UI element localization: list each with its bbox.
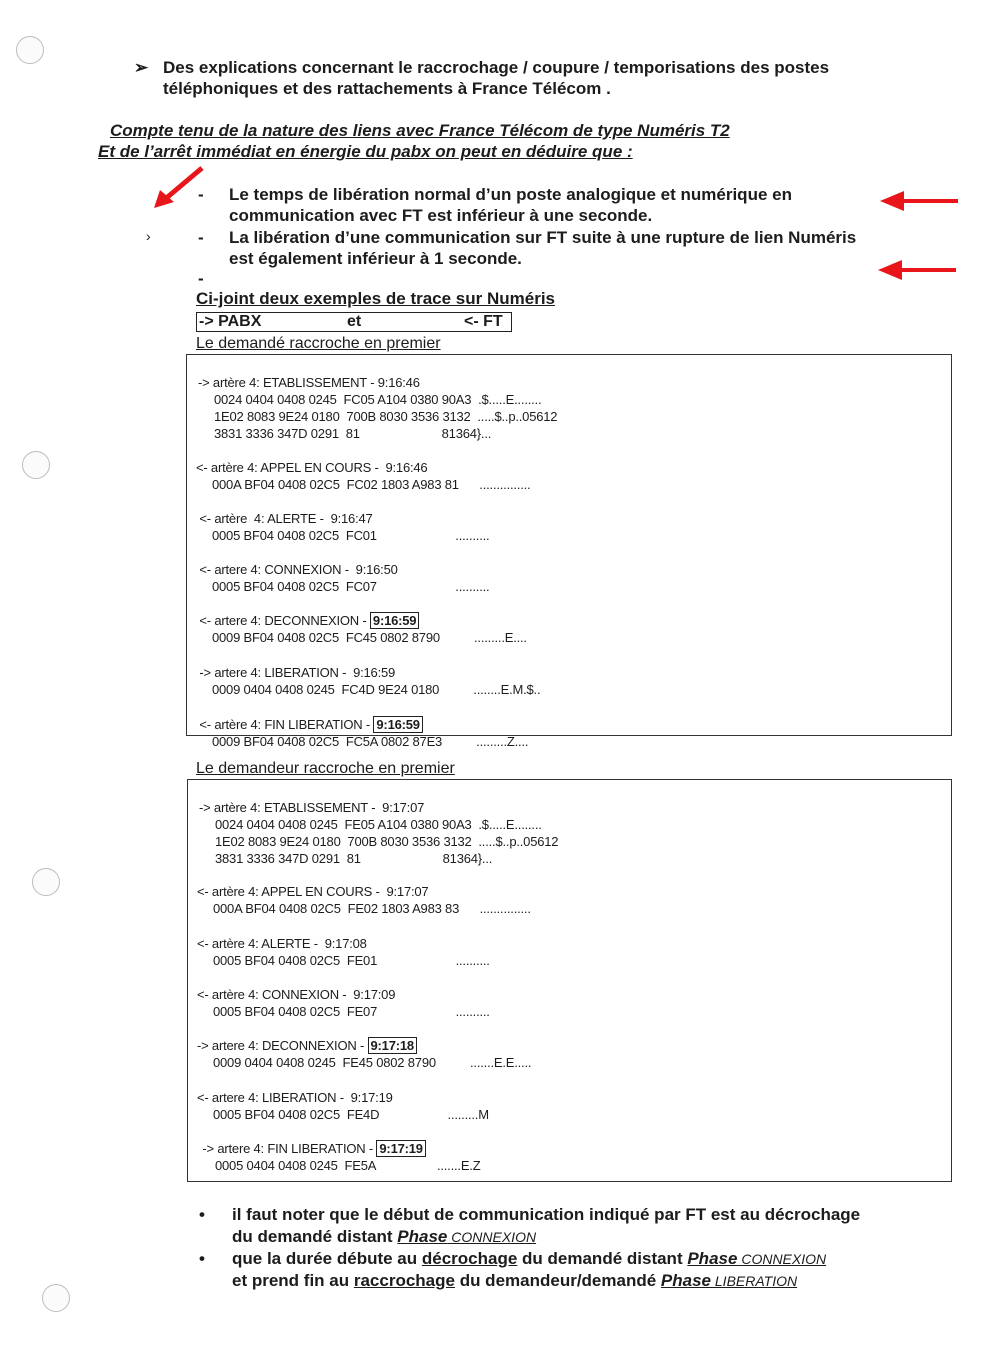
red-arrow-left-icon [878,189,962,213]
intro-line-2: téléphoniques et des rattachements à France Télécom . [163,79,611,98]
dash-marker: - [198,185,204,204]
msg-header: <- artère 4: APPEL EN COURS - 9:16:46 [196,460,428,475]
msg-header [197,1037,531,1054]
hex-line: 000A BF04 0408 02C5 FE02 1803 A983 83 ............... [213,901,531,916]
msg-header: <- artère 4: CONNEXION - 9:17:09 [197,987,396,1002]
msg-header-text: <- artère 4: FIN LIBERATION - [196,717,374,732]
dash-marker: - [198,228,204,247]
punch-hole [16,36,44,64]
decrochage-word: décrochage [421,1249,518,1268]
punch-hole [22,451,50,479]
hex-line: 0009 BF04 0408 02C5 FC5A 0802 87E3 .........Z.... [212,734,529,749]
timestamp-box: 9:16:59 [370,612,419,629]
phase-connexion [687,1249,826,1268]
trace-1-msg-7 [196,699,528,767]
msg-header-text: -> artere 4: DECONNEXION - [197,1038,368,1053]
point-1-line-1: Le temps de libération normal d’un poste analogique et numérique en [229,185,792,204]
trace-2-msg-7 [199,1123,480,1191]
hex-line: 0005 BF04 0408 02C5 FC01 .......... [212,528,490,543]
note-1-line-2 [232,1226,536,1248]
hex-line: 0024 0404 0408 0245 FC05 A104 0380 90A3 .$.....E........ [214,392,542,407]
msg-header-text: <- artere 4: DECONNEXION - [196,613,370,628]
note-1-line-1: il faut noter que le début de communication indiqué par FT est au décrochage [232,1205,861,1224]
msg-header: <- artère 4: ALERTE - 9:17:08 [197,936,367,951]
heading-line-1: Compte tenu de la nature des liens avec France Télécom de type Numéris T2 [110,121,730,140]
timestamp-box: 9:16:59 [373,716,422,733]
hex-line: 0009 BF04 0408 02C5 FC45 0802 8790 .........E.... [212,630,527,645]
msg-header: <- artère 4: ALERTE - 9:16:47 [196,511,373,526]
note-2-line-2 [232,1270,797,1292]
msg-header: <- artère 4: APPEL EN COURS - 9:17:07 [197,884,429,899]
msg-header: <- artere 4: CONNEXION - 9:16:50 [196,562,398,577]
raccrochage-word: raccrochage [353,1271,455,1290]
hex-line: 1E02 8083 9E24 0180 700B 8030 3536 3132 .....$..p..05612 [214,409,558,424]
hex-line: 3831 3336 347D 0291 81 81364}... [215,851,493,866]
msg-header-text: -> artere 4: FIN LIBERATION - [199,1141,377,1156]
point-1-line-2: communication avec FT est inférieur à une seconde. [229,206,653,225]
note-bullet: • [199,1249,205,1268]
msg-header: -> artère 4: ETABLISSEMENT - 9:16:46 [198,375,420,390]
hex-line: 0005 0404 0408 0245 FE5A .......E.Z [215,1158,481,1173]
msg-header [196,716,528,733]
note-2-line-1 [232,1248,826,1270]
note-2-text: que la durée débute au [232,1249,422,1268]
phase-name: CONNEXION [737,1251,827,1267]
intro-line-1: Des explications concernant le raccrochage / coupure / temporisations des postes [163,58,830,77]
phase-name: LIBERATION [711,1273,798,1289]
trace-2-title: Le demandeur raccroche en premier [196,760,455,777]
legend-et: et [347,313,362,330]
note-bullet: • [199,1205,205,1224]
timestamp-box: 9:17:19 [376,1140,425,1157]
phase-connexion [397,1227,536,1246]
point-2-line-1: La libération d’une communication sur FT suite à une rupture de lien Numéris [229,228,857,247]
msg-header: -> artère 4: ETABLISSEMENT - 9:17:07 [199,800,425,815]
punch-hole [42,1284,70,1312]
hex-line: 0024 0404 0408 0245 FE05 A104 0380 90A3 .$.....E........ [215,817,542,832]
hex-line: 0009 0404 0408 0245 FE45 0802 8790 .......E.E..... [213,1055,532,1070]
hex-line: 0005 BF04 0408 02C5 FE01 .......... [213,953,490,968]
dash-marker: - [198,269,204,288]
legend-ft: <- FT [464,313,503,330]
note-2-text: du demandé distant [517,1249,688,1268]
red-arrow-left-icon [876,258,960,282]
hex-line: 0005 BF04 0408 02C5 FE07 .......... [213,1004,490,1019]
examples-title: Ci-joint deux exemples de trace sur Numéris [196,289,556,308]
phase-name: CONNEXION [447,1229,537,1245]
note-3-text: du demandeur/demandé [454,1271,661,1290]
trace-1-title: Le demandé raccroche en premier [196,335,441,352]
punch-hole [32,868,60,896]
hex-line: 3831 3336 347D 0291 81 81364}... [214,426,492,441]
phase-liberation [661,1271,797,1290]
tick-mark: › [146,228,151,244]
intro-bullet: ➢ [134,58,149,77]
msg-header [196,612,527,629]
note-3-text: et prend fin au [232,1271,354,1290]
point-2-line-2: est également inférieur à 1 seconde. [229,249,522,268]
phase-word: Phase [397,1227,448,1246]
phase-word: Phase [687,1249,738,1268]
note-1-text: du demandé distant [232,1227,398,1246]
msg-header: -> artere 4: LIBERATION - 9:16:59 [196,665,396,680]
hex-line: 0005 BF04 0408 02C5 FC07 .......... [212,579,490,594]
phase-word: Phase [660,1271,711,1290]
timestamp-box: 9:17:18 [368,1037,417,1054]
hex-line: 0009 0404 0408 0245 FC4D 9E24 0180 ........E.M.$.. [212,682,541,697]
heading-line-2: Et de l’arrêt immédiat en énergie du pabx on peut en déduire que : [98,142,633,161]
msg-header [199,1140,480,1157]
hex-line: 0005 BF04 0408 02C5 FE4D .........M [213,1107,489,1122]
msg-header: <- artere 4: LIBERATION - 9:17:19 [197,1090,393,1105]
legend-pabx: -> PABX [199,313,262,330]
hex-line: 1E02 8083 9E24 0180 700B 8030 3536 3132 .....$..p..05612 [215,834,559,849]
hex-line: 000A BF04 0408 02C5 FC02 1803 A983 81 ............... [212,477,531,492]
